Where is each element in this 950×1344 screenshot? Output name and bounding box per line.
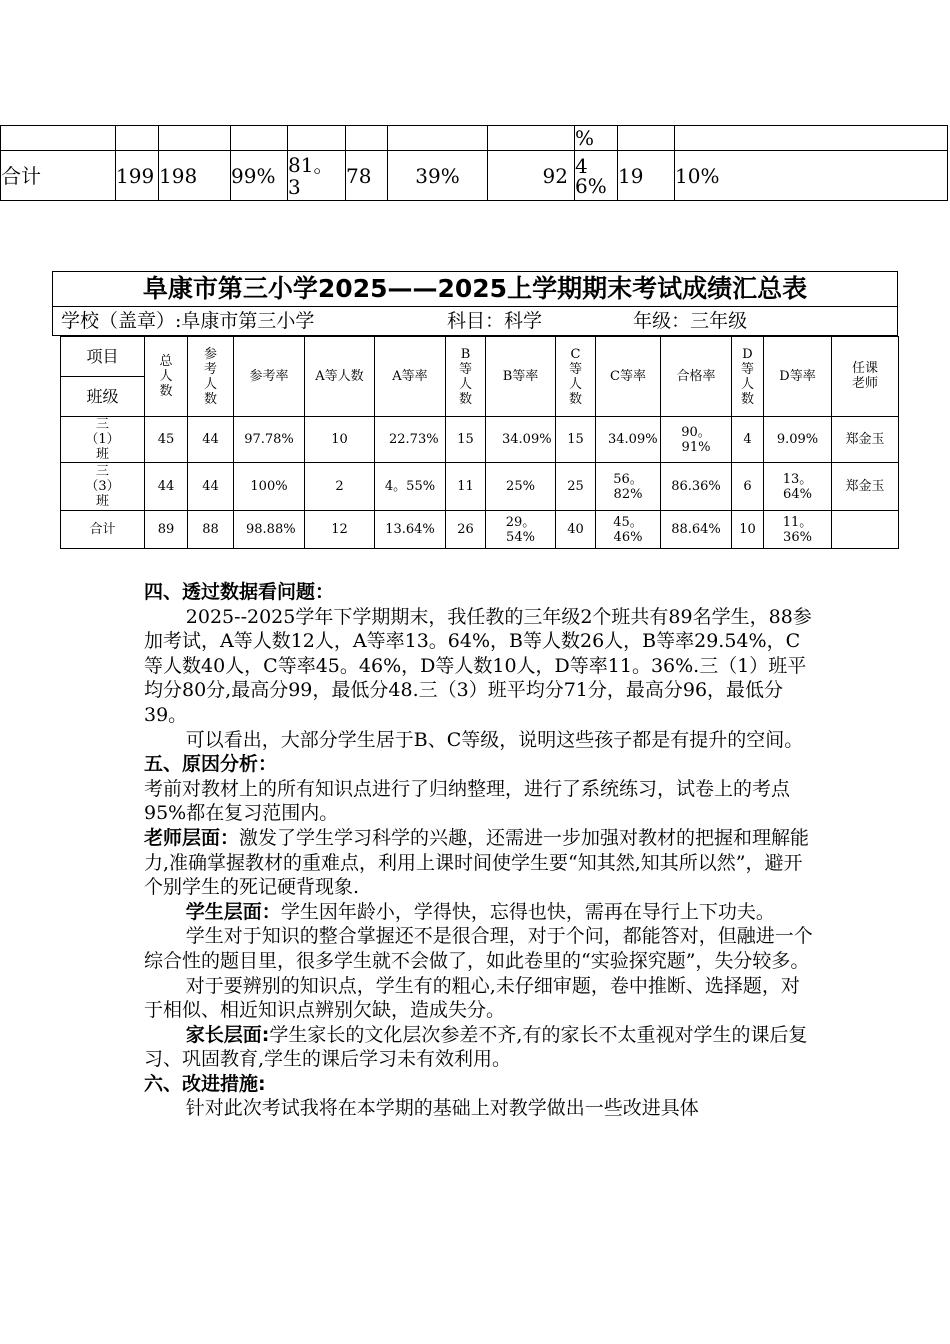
table-cell: 34.09%	[486, 417, 556, 463]
table-cell: 15	[556, 417, 596, 463]
parent-level-text: 学生家长的文化层次参差不齐,有的家长不太重视对学生的课后复习、巩固教育,学生的课后学习未有效利用。	[144, 1023, 808, 1071]
header-participants: 参考人数	[188, 337, 234, 417]
table-cell: 88	[188, 511, 234, 549]
table-cell: 45。46%	[596, 511, 661, 549]
summary-header	[52, 271, 898, 336]
paragraph: 针对此次考试我将在本学期的基础上对教学做出一些改进具体	[185, 1097, 699, 1120]
header-total: 总人数	[145, 337, 188, 417]
paragraph: 考前对教材上的所有知识点进行了归纳整理，进行了系统练习，试卷上的考点95%都在复习范围内。	[144, 777, 791, 825]
table-cell: 25	[556, 463, 596, 511]
top-fragment-table	[0, 125, 948, 201]
summary-title: 阜康市第三小学2025——2025上学期期末考试成绩汇总表	[53, 272, 897, 307]
table-cell: 12	[305, 511, 375, 549]
table-cell: 92	[488, 151, 575, 201]
table-cell: 100%	[234, 463, 305, 511]
table-cell: 11	[446, 463, 486, 511]
table-cell: 56。82%	[596, 463, 661, 511]
table-cell: 4。55%	[375, 463, 446, 511]
section-heading: 四、透过数据看问题：	[144, 581, 335, 603]
table-row	[61, 511, 899, 549]
table-cell: 40	[556, 511, 596, 549]
table-cell: 199	[116, 151, 159, 201]
table-cell: 9.09%	[764, 417, 832, 463]
grade-summary-table	[60, 336, 899, 549]
header-d-count: D等人数	[732, 337, 764, 417]
table-cell: 三（1）班	[61, 417, 145, 463]
student-level-text: 学生因年龄小，学得快，忘得也快，需再在导行上下功夫。	[280, 900, 775, 923]
paragraph	[144, 1023, 814, 1072]
header-class: 班级	[61, 377, 145, 417]
table-cell: 郑金玉	[832, 463, 899, 511]
table-cell: 11。36%	[764, 511, 832, 549]
table-cell: 22.73%	[375, 417, 446, 463]
header-participation-rate: 参考率	[234, 337, 305, 417]
table-cell: 86.36%	[661, 463, 732, 511]
table-cell: 10	[732, 511, 764, 549]
table-header-row	[61, 337, 899, 377]
header-a-rate: A等率	[375, 337, 446, 417]
header-a-count: A等人数	[305, 337, 375, 417]
header-b-count: B等人数	[446, 337, 486, 417]
header-c-rate: C等率	[596, 337, 661, 417]
table-cell	[832, 511, 899, 549]
teacher-level-text: 激发了学生学习科学的兴趣，还需进一步加强对教材的把握和理解能力,准确掌握教材的重难点，利用上课时间使学生要“知其然,知其所以然”，避开个别学生的死记硬背现象.	[144, 826, 810, 899]
table-cell: 29。54%	[486, 511, 556, 549]
table-cell: 三（3）班	[61, 463, 145, 511]
top-fragment-total-row	[1, 151, 948, 201]
table-cell: 198	[159, 151, 231, 201]
table-cell: 46%	[575, 151, 618, 201]
school-label: 学校（盖章）:阜康市第三小学	[61, 310, 315, 332]
section-heading: 六、改进措施:	[144, 1072, 266, 1095]
header-d-rate: D等率	[764, 337, 832, 417]
table-cell: 81。3	[288, 151, 346, 201]
header-c-count: C等人数	[556, 337, 596, 417]
table-cell: 44	[188, 417, 234, 463]
table-cell: 44	[145, 463, 188, 511]
table-row	[61, 417, 899, 463]
table-cell: 合计	[61, 511, 145, 549]
header-b-rate: B等率	[486, 337, 556, 417]
table-cell: 26	[446, 511, 486, 549]
table-cell: 2	[305, 463, 375, 511]
teacher-level-label: 老师层面：	[144, 826, 240, 849]
table-row	[61, 463, 899, 511]
paragraph: 可以看出，大部分学生居于B、C等级，说明这些孩子都是有提升的空间。	[185, 728, 804, 751]
paragraph: 对于要辨别的知识点，学生有的粗心,未仔细审题，卷中推断、选择题，对于相似、相近知识点辨别欠缺，造成失分。	[144, 974, 800, 1022]
table-cell: 89	[145, 511, 188, 549]
table-cell: 88.64%	[661, 511, 732, 549]
table-cell: 4	[732, 417, 764, 463]
table-cell: 25%	[486, 463, 556, 511]
top-fragment-row	[1, 126, 948, 151]
paragraph	[144, 826, 814, 900]
table-cell: 39%	[388, 151, 488, 201]
table-cell: 19	[618, 151, 675, 201]
table-cell: 10%	[675, 151, 948, 201]
summary-info	[53, 307, 897, 335]
table-cell: %	[575, 126, 618, 151]
header-teacher: 任课老师	[832, 337, 899, 417]
paragraph: 2025--2025学年下学期期末，我任教的三年级2个班共有89名学生，88参加考试，A等人数12人，A等率13。64%，B等人数26人，B等率29.54%，C等人数40人，C等率45。46%，D等人数10人，D等率11。36%.三（1）班平均分80分,最高分99，最低分48.三（3）班平均分71分，最高分96，最低分39。	[144, 605, 812, 726]
table-cell: 合计	[1, 151, 116, 201]
header-item: 项目	[61, 337, 145, 377]
table-cell: 45	[145, 417, 188, 463]
table-cell: 13。64%	[764, 463, 832, 511]
table-cell: 44	[188, 463, 234, 511]
subject-label: 科目：科学	[447, 310, 543, 332]
table-cell: 10	[305, 417, 375, 463]
table-cell: 90。91%	[661, 417, 732, 463]
table-cell: 6	[732, 463, 764, 511]
header-pass-rate: 合格率	[661, 337, 732, 417]
table-cell: 15	[446, 417, 486, 463]
paragraph: 学生对于知识的整合掌握还不是很合理，对于个问，都能答对，但融进一个综合性的题目里，很多学生就不会做了，如此卷里的“实验探究题”，失分较多。	[144, 925, 813, 972]
student-level-label: 学生层面：	[185, 900, 281, 923]
table-cell: 99%	[231, 151, 288, 201]
table-cell: 98.88%	[234, 511, 305, 549]
document-body	[144, 580, 814, 1121]
grade-label: 年级：三年级	[633, 310, 748, 332]
section-heading: 五、原因分析：	[144, 753, 278, 776]
parent-level-label: 家长层面:	[185, 1023, 270, 1046]
table-cell: 郑金玉	[832, 417, 899, 463]
table-cell: 78	[346, 151, 388, 201]
table-cell: 13.64%	[375, 511, 446, 549]
table-cell: 34.09%	[596, 417, 661, 463]
paragraph	[144, 900, 814, 925]
table-cell: 97.78%	[234, 417, 305, 463]
